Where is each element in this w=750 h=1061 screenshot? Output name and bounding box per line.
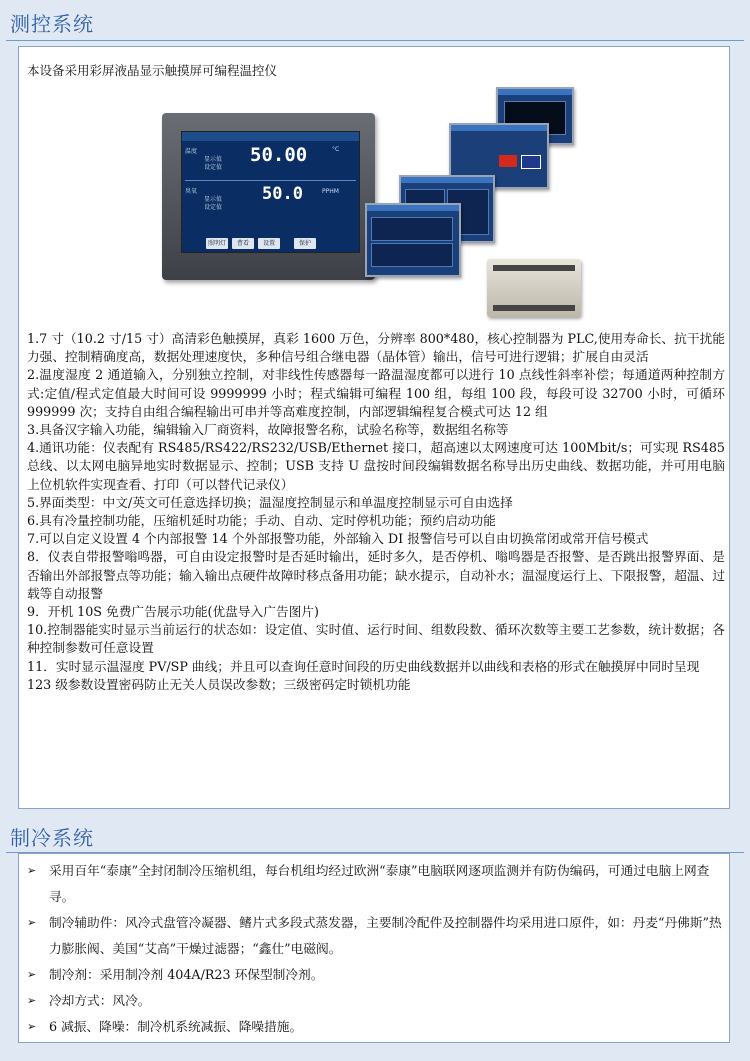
plc-controller-image: [487, 259, 581, 317]
ozone-unit: PPHM: [322, 188, 339, 195]
feature-paragraph: 6.具有冷量控制功能，压缩机延时功能；手动、自动、定时停机功能；预约启动功能: [27, 513, 496, 529]
refrigeration-list: [25, 858, 725, 1040]
bullet-arrow-icon: ➢: [27, 1020, 37, 1033]
feature-paragraph: 8．仪表自带报警嗡鸣器，可自由设定报警时是否延时输出，延时多久，是否停机、嗡鸣器是否报警、是否跳出报警界面、是否输出外部报警点等功能；输入输出点硬件故障时移点备用功能；缺水提示，自动补水；温湿度运行上、下限报警，超温、过载等自动报警: [27, 549, 725, 601]
touchscreen-display: [181, 131, 360, 253]
list-item: [25, 910, 725, 962]
bullet-arrow-icon: ➢: [27, 968, 37, 981]
feature-paragraph: 123 级参数设置密码防止无关人员误改参数；三级密码定时锁机功能: [27, 676, 411, 692]
list-item-text: 冷却方式：风冷。: [49, 993, 151, 1008]
feature-paragraph: 3.具备汉字输入功能，编辑输入厂商资料，故障报警名称，试验名称等，数据组名称等: [27, 422, 509, 438]
control-intro: 本设备采用彩屏液晶显示触摸屏可编程温控仪: [27, 63, 278, 78]
feature-paragraph: 1.7 寸（10.2 寸/15 寸）高清彩色触摸屏，真彩 1600 万色，分辨率 800*480，核心控制器为 PLC,使用寿命长、抗干扰能力强、控制精确度高，数据处理速度快，多种信号组合继电器（晶体管）输出，信号可进行逻辑；扩展自由灵活: [27, 331, 725, 365]
screen-label: 设定值: [204, 204, 223, 211]
bullet-arrow-icon: ➢: [27, 916, 37, 929]
feature-paragraph: 4.通讯功能：仪表配有 RS485/RS422/RS232/USB/Ethernet 接口，超高速以太网速度可达 100Mbit/s；可实现 RS485 总线、以太网电脑异地实时数据显示、控制；USB 支持 U 盘按时间段编辑数据名称导出历史曲线、数据功能，并可用电脑上位机软件实现查看、打印（可以替代记录仪）: [27, 440, 725, 492]
bullet-arrow-icon: ➢: [27, 864, 37, 877]
control-section-title: 测控系统: [10, 12, 94, 36]
list-item-text: 6 减振、降噪：制冷机系统减振、降噪措施。: [49, 1019, 303, 1034]
list-item: [25, 1014, 725, 1040]
control-section-box: [18, 46, 730, 809]
screen-label: 显示值: [204, 156, 223, 163]
list-item-text: 采用百年“泰康”全封闭制冷压缩机组，每台机组均经过欧洲“泰康”电脑联网逐项监测并有防伪编码，可通过电脑上网查寻。: [49, 863, 710, 904]
screen-label: 臭氧: [185, 188, 198, 195]
feature-paragraph: 2.温度湿度 2 通道输入，分别独立控制，对非线性传感器每一路温湿度都可以进行 10 点线性斜率补偿；每通道两种控制方式:定值/程式定值最大时间可设 9999999 小时；程式编辑可编程 100 组，每组 100 段，每段可设 32700 小时，可循环 999999 次；支持自由组合编程输出可串并等高难度控制，内部逻辑编程复合模式可达 12 组: [27, 367, 725, 419]
feature-paragraph: 10.控制器能实时显示当前运行的状态如：设定值、实时值、运行时间、组数段数、循环次数等主要工艺参数，统计数据；各种控制参数可任意设置: [27, 622, 725, 656]
screen-button: 曹看: [232, 238, 254, 249]
refrigeration-section-title: 制冷系统: [10, 826, 94, 850]
touchscreen-device-image: [162, 113, 375, 280]
screen-label: 温度: [185, 148, 198, 155]
screen-button: 照明灯: [207, 240, 226, 247]
screen-label: 设定值: [204, 164, 223, 171]
feature-paragraph: 7.可以自定义设置 4 个内部报警 14 个外部报警功能，外部输入 DI 报警信号可以自由切换常闭或常开信号模式: [27, 531, 649, 547]
control-screen-image: [365, 203, 461, 277]
feature-paragraph: 11．实时显示温湿度 PV/SP 曲线；并且可以查询任意时间段的历史曲线数据并以曲线和表格的形式在触摸屏中同时呈现: [27, 658, 700, 674]
list-item-text: 制冷剂：采用制冷剂 404A/R23 环保型制冷剂。: [49, 967, 324, 982]
list-item: [25, 858, 725, 910]
list-item: [25, 962, 725, 988]
control-features: [27, 330, 725, 694]
screen-button: 设置: [258, 238, 280, 249]
screen-label: 显示值: [204, 196, 223, 203]
refrigeration-section-box: [18, 853, 730, 1043]
feature-paragraph: 9．开机 10S 免费广告展示功能(优盘导入广告图片): [27, 604, 319, 620]
bullet-arrow-icon: ➢: [27, 994, 37, 1007]
list-item-text: 制冷辅助件：风冷式盘管冷凝器、鳍片式多段式蒸发器，主要制冷配件及控制器件均采用进口原件，如：丹麦“丹佛斯”热力膨胀阀、美国“艾高”干燥过滤器；“鑫仕”电磁阀。: [49, 915, 722, 956]
temperature-unit: °C: [332, 146, 340, 153]
screen-button: 保护: [294, 238, 316, 249]
ozone-value: 50.0: [262, 184, 303, 204]
list-item: [25, 988, 725, 1014]
section-divider: [6, 40, 744, 41]
feature-paragraph: 5.界面类型：中文/英文可任意选择切换；温湿度控制显示和单温度控制显示可自由选择: [27, 494, 513, 510]
temperature-value: 50.00: [250, 144, 308, 166]
